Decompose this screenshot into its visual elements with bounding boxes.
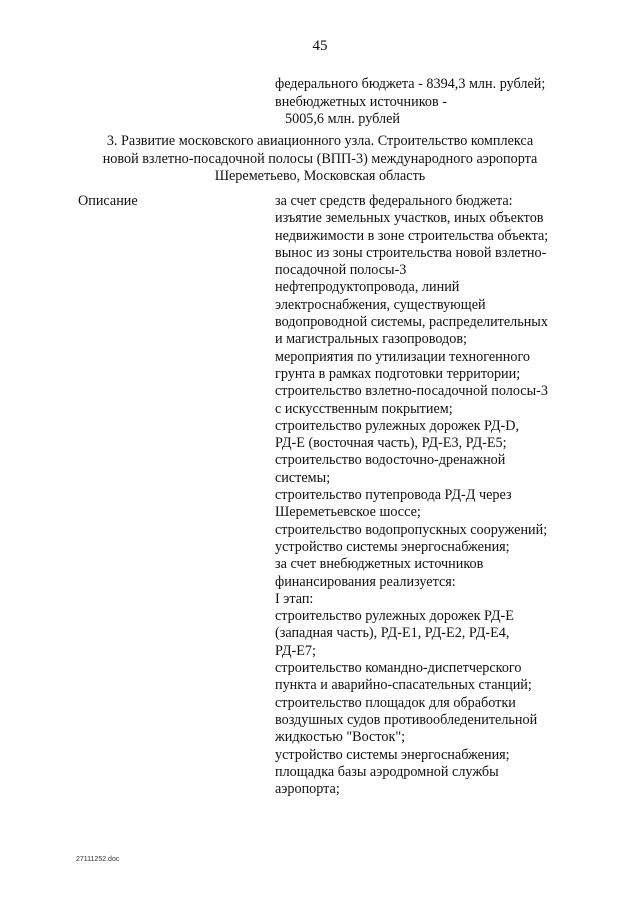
description-line: вынос из зоны строительства новой взлетно-: [275, 244, 547, 261]
description-line: изъятие земельных участков, иных объектов: [275, 210, 544, 227]
description-line: строительство площадок для обработки: [275, 694, 516, 711]
description-line: воздушных судов противообледенительной: [275, 711, 538, 728]
description-line: посадочной полосы-3: [275, 262, 407, 279]
description-line: Шереметьевское шоссе;: [275, 504, 421, 521]
description-line: жидкостью "Восток";: [275, 729, 406, 746]
funding-line-extrabudgetary-amount: 5005,6 млн. рублей: [285, 111, 400, 128]
section-heading: [0, 133, 640, 186]
description-line: пункта и аварийно-спасательных станций;: [275, 677, 532, 694]
section-heading-line: новой взлетно-посадочной полосы (ВПП-3) международного аэропорта: [102, 150, 538, 167]
description-line: строительство рулежных дорожек РД-D,: [275, 417, 520, 434]
section-heading-line: Шереметьево, Московская область: [214, 168, 426, 185]
description-line: финансирования реализуется:: [275, 573, 456, 590]
description-line: грунта в рамках подготовки территории;: [275, 365, 521, 382]
description-line: устройство системы энергоснабжения;: [275, 746, 510, 763]
description-line: недвижимости в зоне строительства объекта;: [275, 227, 549, 244]
description-line: строительство путепровода РД-Д через: [275, 487, 512, 504]
description-line: за счет внебюджетных источников: [275, 556, 484, 573]
description-line: РД-Е (восточная часть), РД-Е3, РД-Е5;: [275, 435, 507, 452]
description-line: строительство рулежных дорожек РД-Е: [275, 608, 514, 625]
section-heading-line: 3. Развитие московского авиационного узла. Строительство комплекса: [106, 133, 534, 149]
funding-line-federal: федерального бюджета - 8394,3 млн. рублей;: [275, 76, 546, 92]
page-number: 45: [312, 38, 328, 54]
description-line: аэропорта;: [275, 781, 340, 798]
description-line: строительство водопропускных сооружений;: [275, 521, 548, 538]
funding-summary: [275, 76, 575, 129]
funding-line-extrabudgetary: внебюджетных источников -: [275, 93, 447, 110]
description-line: и магистральных газопроводов;: [275, 331, 467, 348]
description-line: водопроводной системы, распределительных: [275, 314, 548, 331]
description-line: площадка базы аэродромной службы: [275, 763, 499, 780]
description-line: электроснабжения, существующей: [275, 296, 486, 313]
description-line: мероприятия по утилизации техногенного: [275, 348, 531, 365]
description-line: системы;: [275, 469, 331, 486]
description-line: нефтепродуктопровода, линий: [275, 279, 460, 296]
description-line: РД-Е7;: [275, 642, 316, 659]
description-line: строительство водосточно-дренажной: [275, 452, 506, 469]
description-label: Описание: [78, 193, 138, 209]
description-text: [275, 193, 575, 798]
description-line: строительство взлетно-посадочной полосы-3: [275, 383, 548, 400]
description-line: с искусственным покрытием;: [275, 400, 453, 417]
description-line: за счет средств федерального бюджета:: [275, 193, 513, 209]
description-line: (западная часть), РД-Е1, РД-Е2, РД-Е4,: [275, 625, 510, 642]
description-line: строительство командно-диспетчерского: [275, 660, 522, 677]
description-line: устройство системы энергоснабжения;: [275, 538, 510, 555]
document-filename: 27111252.doc: [76, 856, 120, 863]
description-line: I этап:: [275, 590, 314, 607]
